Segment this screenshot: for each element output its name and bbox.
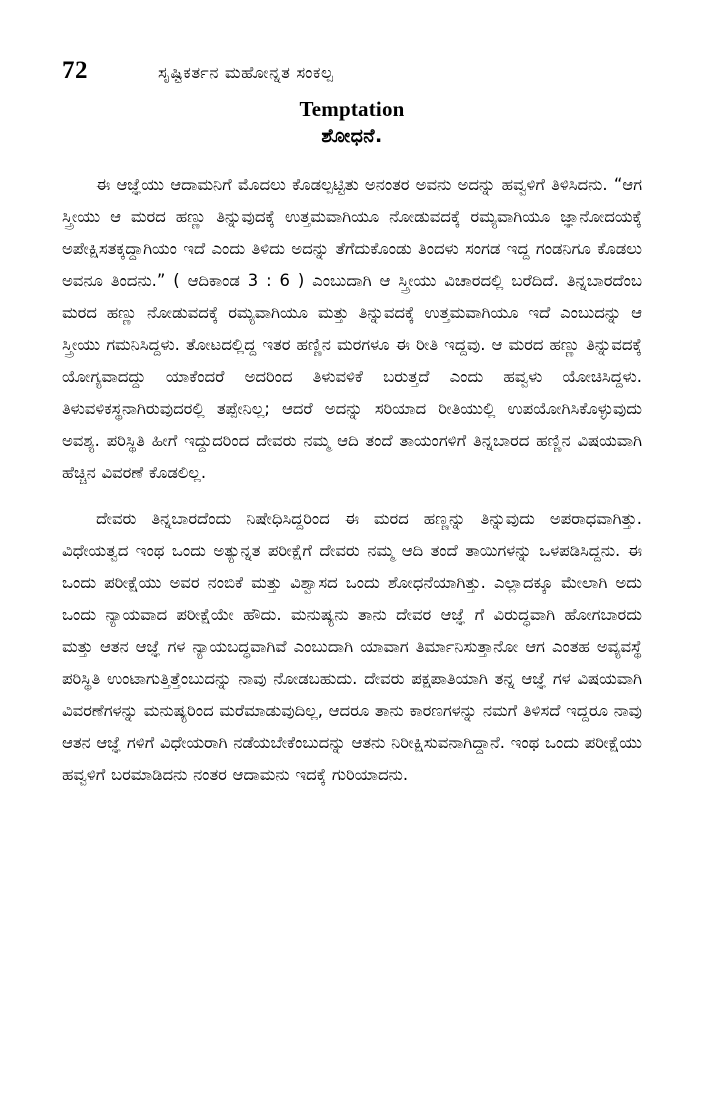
chapter-title-kannada: ಶೋಧನೆ. xyxy=(321,125,383,148)
paragraph: ದೇವರು ತಿನ್ನಬಾರದೆಂದು ನಿಷೇಧಿಸಿದ್ದರಿಂದ ಈ ಮರದ ಹಣ್ಣನ್ನು ತಿನ್ನುವುದು ಅಪರಾಧವಾಗಿತ್ತು. ವಿಧೇಯತ್ವದ ಇಂಥ ಒಂದು ಅತ್ಯುನ್ನತ ಪರೀಕ್ಷೆಗೆ ದೇವರು ನಮ್ಮ ಆದಿ ತಂದೆ ತಾಯಿಗಳನ್ನು ಒಳಪಡಿಸಿದ್ದನು. ಈ ಒಂದು ಪರೀಕ್ಷೆಯು ಅವರ ನಂಬಿಕೆ ಮತ್ತು ವಿಶ್ವಾಸದ ಒಂದು ಶೋಧನೆಯಾಗಿತ್ತು. ಎಲ್ಲಾದಕ್ಕೂ ಮೇಲಾಗಿ ಅದು ಒಂದು ನ್ಯಾಯವಾದ ಪರೀಕ್ಷೆಯೇ ಹೌದು. ಮನುಷ್ಯನು ತಾನು ದೇವರ ಆಜ್ಞೆ ಗೆ ವಿರುದ್ಧವಾಗಿ ಹೋಗಬಾರದು ಮತ್ತು ಆತನ ಆಜ್ಞೆ ಗಳ ನ್ಯಾಯಬದ್ಧವಾಗಿವೆ ಎಂಬುದಾಗಿ ಯಾವಾಗ ತಿರ್ಮಾನಿಸುತ್ತಾನೋ ಆಗ ಎಂತಹ ಅವ್ಯವಸ್ಥೆ ಪರಿಸ್ಥಿತಿ ಉಂಟಾಗುತ್ತಿತ್ತೆಂಬುದನ್ನು ನಾವು ನೋಡಬಹುದು. ದೇವರು ಪಕ್ಷಪಾತಿಯಾಗಿ ತನ್ನ ಆಜ್ಞೆ ಗಳ ವಿಷಯವಾಗಿ ವಿವರಣೆಗಳನ್ನು ಮನುಷ್ಯರಿಂದ ಮರೆಮಾಡುವುದಿಲ್ಲ, ಆದರೂ ತಾನು ಕಾರಣಗಳನ್ನು ನಮಗೆ ತಿಳಿಸದೆ ಇದ್ದರೂ ನಾವು ಆತನ ಆಜ್ಞೆ ಗಳಿಗೆ ವಿಧೇಯರಾಗಿ ನಡೆಯಬೇಕೆಂಬುದನ್ನು ಆತನು ನಿರೀಕ್ಷಿಸುವನಾಗಿದ್ದಾನೆ. ಇಂಥ ಒಂದು ಪರೀಕ್ಷೆಯು ಹವ್ವಳಿಗೆ ಬರಮಾಡಿದನು ನಂತರ ಆದಾಮನು ಇದಕ್ಕೆ ಗುರಿಯಾದನು. xyxy=(62,508,642,784)
body-text xyxy=(62,169,642,791)
page-header xyxy=(62,58,642,90)
page-number: 72 xyxy=(62,57,88,84)
paragraph: ಈ ಆಜ್ಞೆಯು ಆದಾಮನಿಗೆ ಮೊದಲು ಕೊಡಲ್ಪಟ್ಟಿತು ಅನಂತರ ಅವನು ಅದನ್ನು ಹವ್ವಳಿಗೆ ತಿಳಿಸಿದನು. “ಆಗ ಸ್ತ್ರೀಯು ಆ ಮರದ ಹಣ್ಣು ತಿನ್ನುವುದಕ್ಕೆ ಉತ್ತಮವಾಗಿಯೂ ನೋಡುವದಕ್ಕೆ ರಮ್ಯವಾಗಿಯೂ ಜ್ಞಾನೋದಯಕ್ಕೆ ಅಪೇಕ್ಷಿಸತಕ್ಕದ್ದಾಗಿಯಂ ಇದೆ ಎಂದು ತಿಳಿದು ಅದನ್ನು ತೆಗೆದುಕೊಂಡು ತಿಂದಳು ಸಂಗಡ ಇದ್ದ ಗಂಡನಿಗೂ ಕೊಡಲು ಅವನೂ ತಿಂದನು.” ( ಆದಿಕಾಂಡ 3 : 6 ) ಎಂಬುದಾಗಿ ಆ ಸ್ತ್ರೀಯು ವಿಚಾರದಲ್ಲಿ ಬರೆದಿದೆ. ತಿನ್ನಬಾರದೆಂಬ ಮರದ ಹಣ್ಣು ನೋಡುವದಕ್ಕೆ ರಮ್ಯವಾಗಿಯೂ ಮತ್ತು ತಿನ್ನುವದಕ್ಕೆ ಉತ್ತಮವಾಗಿಯೂ ಇದೆ ಎಂಬುದನ್ನು ಆ ಸ್ತ್ರೀಯು ಗಮನಿಸಿದ್ದಳು. ತೋಟದಲ್ಲಿದ್ದ ಇತರ ಹಣ್ಣಿನ ಮರಗಳೂ ಈ ರೀತಿ ಇದ್ದವು. ಆ ಮರದ ಹಣ್ಣು ತಿನ್ನುವದಕ್ಕೆ ಯೋಗ್ಯವಾದದ್ದು ಯಾಕೆಂದರೆ ಅದರಿಂದ ತಿಳುವಳಿಕೆ ಬರುತ್ತದೆ ಎಂದು ಹವ್ವಳು ಯೋಚಿಸಿದ್ದಳು. ತಿಳುವಳಿಕಸ್ಥನಾಗಿರುವುದರಲ್ಲಿ ತಪ್ಪೇನಿಲ್ಲ; ಆದರೆ ಅದನ್ನು ಸರಿಯಾದ ರೀತಿಯುಲ್ಲಿ ಉಪಯೋಗಿಸಿಕೊಳ್ಳುವುದು ಅವಶ್ಯ. ಪರಿಸ್ಥಿತಿ ಹೀಗೆ ಇದ್ದುದರಿಂದ ದೇವರು ನಮ್ಮ ಆದಿ ತಂದೆ ತಾಯಂಗಳಿಗೆ ತಿನ್ನಬಾರದ ಹಣ್ಣಿನ ವಿಷಯವಾಗಿ ಹೆಚ್ಚಿನ ವಿವರಣೆ ಕೊಡಲಿಲ್ಲ. xyxy=(62,174,642,482)
running-head: ಸೃಷ್ಟಿಕರ್ತನ ಮಹೋನ್ನತ ಸಂಕಲ್ಪ xyxy=(158,63,334,82)
chapter-title-english: Temptation xyxy=(299,97,405,121)
title-block xyxy=(62,96,642,149)
